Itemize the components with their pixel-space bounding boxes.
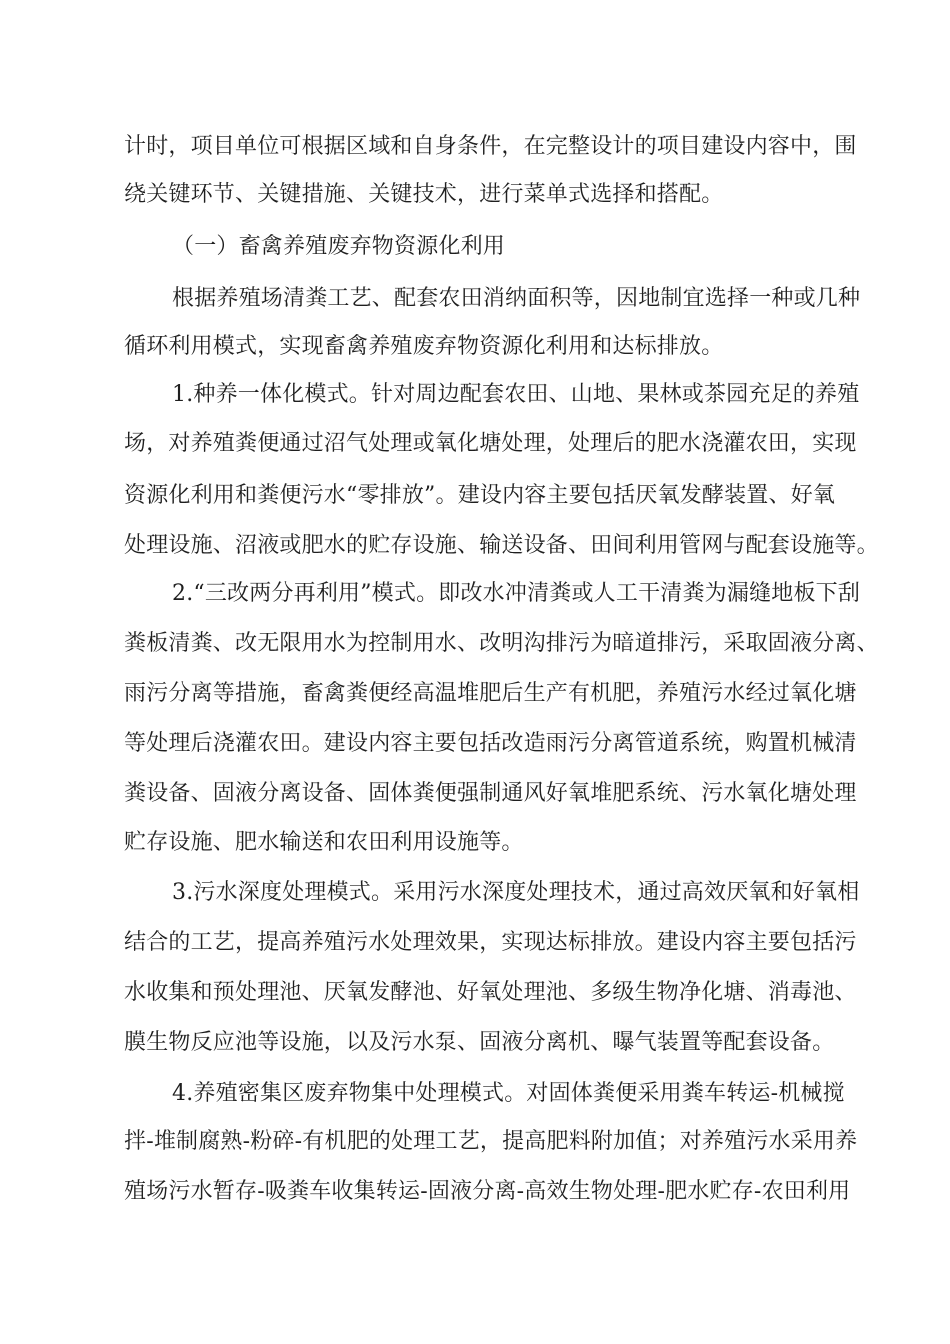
text-line: 绕关键环节、关键措施、关键技术，进行菜单式选择和搭配。 xyxy=(124,182,724,207)
text-line: 雨污分离等措施，畜禽粪便经高温堆肥后生产有机肥，养殖污水经过氧化塘 xyxy=(124,681,857,706)
text-line: 资源化利用和粪便污水“零排放”。建设内容主要包括厌氧发酵装置、好氧 xyxy=(124,483,836,508)
text-line: 场，对养殖粪便通过沼气处理或氧化塘处理，处理后的肥水浇灌农田，实现 xyxy=(124,431,857,456)
text-line: 3.污水深度处理模式。采用污水深度处理技术，通过高效厌氧和好氧相 xyxy=(172,880,860,905)
text-line: 贮存设施、肥水输送和农田利用设施等。 xyxy=(124,830,524,855)
text-line: 结合的工艺，提高养殖污水处理效果，实现达标排放。建设内容主要包括污 xyxy=(124,930,857,955)
text-line: 等处理后浇灌农田。建设内容主要包括改造雨污分离管道系统，购置机械清 xyxy=(124,731,857,756)
text-line: 4.养殖密集区废弃物集中处理模式。对固体粪便采用粪车转运-机械搅 xyxy=(172,1081,845,1106)
text-line: 计时，项目单位可根据区域和自身条件，在完整设计的项目建设内容中，围 xyxy=(124,134,857,159)
text-line: 1.种养一体化模式。针对周边配套农田、山地、果林或茶园充足的养殖 xyxy=(172,382,860,407)
text-line: 根据养殖场清粪工艺、配套农田消纳面积等，因地制宜选择一种或几种 xyxy=(172,286,861,311)
text-line: 膜生物反应池等设施，以及污水泵、固液分离机、曝气装置等配套设备。 xyxy=(124,1030,835,1055)
text-line: 殖场污水暂存-吸粪车收集转运-固液分离-高效生物处理-肥水贮存-农田利用 xyxy=(124,1179,851,1204)
section-heading: （一）畜禽养殖废弃物资源化利用 xyxy=(172,234,506,259)
text-line: 处理设施、沼液或肥水的贮存设施、输送设备、田间利用管网与配套设施等。 xyxy=(124,533,879,558)
text-line: 粪设备、固液分离设备、固体粪便强制通风好氧堆肥系统、污水氧化塘处理 xyxy=(124,781,857,806)
text-line: 水收集和预处理池、厌氧发酵池、好氧处理池、多级生物净化塘、消毒池、 xyxy=(124,980,857,1005)
text-line: 循环利用模式，实现畜禽养殖废弃物资源化利用和达标排放。 xyxy=(124,334,724,359)
text-line: 拌-堆制腐熟-粉碎-有机肥的处理工艺，提高肥料附加值；对养殖污水采用养 xyxy=(124,1129,858,1154)
text-line: 粪板清粪、改无限用水为控制用水、改明沟排污为暗道排污，采取固液分离、 xyxy=(124,631,879,656)
text-line: 2.“三改两分再利用”模式。即改水冲清粪或人工干清粪为漏缝地板下刮 xyxy=(172,581,861,606)
